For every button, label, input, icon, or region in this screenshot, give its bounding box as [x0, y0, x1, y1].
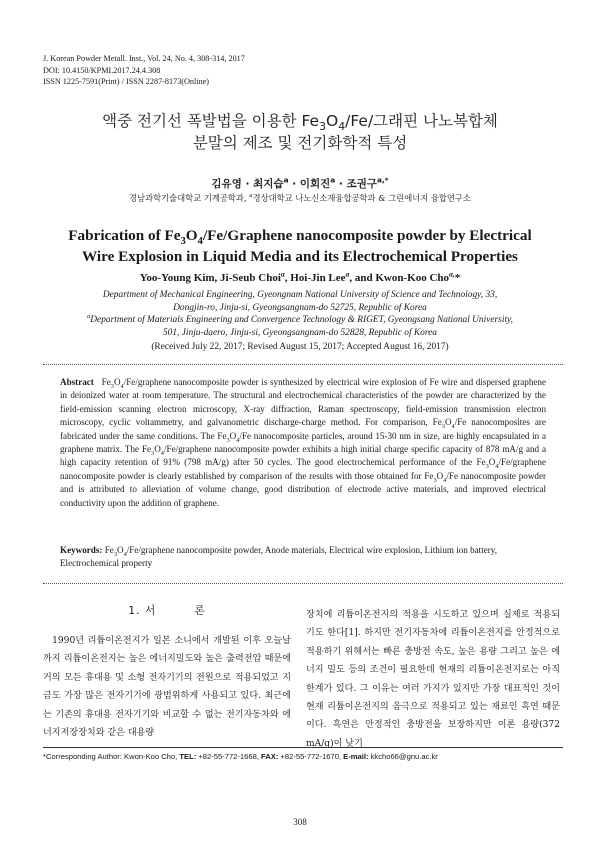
korean-title-line1: 액중 전기선 폭발법을 이용한 $Fe_3O_4/Fe/$그래핀 나노복합체 [102, 112, 498, 134]
korean-authors: 김유영 · 최지습$^a$ · 이회진$^a$ · 조권구$^{a,*}$ [211, 175, 389, 190]
korean-title [0, 110, 600, 154]
doi: DOI: 10.4150/KPMI.2017.24.4.308 [43, 65, 161, 75]
corresponding-author-footnote: *Corresponding Author: Kwon-Koo Cho, TEL: +82-55-772-1668, FAX: +82-55-772-1670, E-mail: kkcho66@gnu.ac.kr [43, 752, 438, 761]
keywords [60, 544, 546, 571]
abstract [60, 376, 546, 510]
english-title-line1: Fabrication of $Fe_3O_4/Fe$/Graphene nanocomposite powder by Electrical [68, 227, 532, 248]
body-text-right: 장치에 리튬이온전지의 적용을 시도하고 있으며 실제로 적용되기도 한다[1]. 하지만 전기자동차에 리튬이온전지를 안정적으로 적용하기 위해서는 빠른 충방전 속도, 높은 용량 그리고 높은 에너지 밀도 등의 조건이 필요한데 현재의 리튬이온전지로는 아직 한계가 있다. 그 이유는 여러 가지가 있지만 가장 대표적인 것이 현재 리튬이온전지의 음극으로 적용되고 있는 재료인 흑연 때문이다. 흑연은 안정적인 충방전을 보장하지만 이론 용량(372 mA/g)이 낮기 [306, 610, 560, 749]
abstract-text: $Fe_3O_4/Fe$/graphene nanocomposite powder is synthesized by electrical wire explosion of Fe wire and dispersed graphene in deionized water at room temperature. The structural and electrochemical characteristics of the powder are characterized by the field-emission scanning electron microscopy, X-ray diffraction, Raman spectroscopy, field-emission transmission electron microscopy, cyclic voltammetry, and galvanometric discharge-charge method. For comparison, $Fe_3O_4/Fe$ nanocomposites are fabricated under the same conditions. The $Fe_3O_4/Fe$ nanocomposite particles, around 15-30 nm in size, are highly encapsulated in a graphene matrix. The $Fe_3O_4/Fe$/graphene nanocomposite powder exhibits a high initial charge specific capacity of 878 mA/g and a high capacity retention of 91% (798 mA/g) after 50 cycles. The good electrochemical performance of the $Fe_3O_4/Fe$/graphene nanocomposite powder is clearly established by comparison of the results with those obtained for $Fe_3O_4/Fe$ nanocomposite powder and is attributed to alleviation of volume change, good distribution of electrode active materials, and improved electrical conductivity upon the addition of graphene. [60, 377, 547, 508]
english-title [0, 225, 600, 267]
english-affiliation: Department of Mechanical Engineering, Gyeongnam National University of Science and Technology, 33, Dongjin-ro, Jinju-si, Gyeongsangnam-do 52725, Republic of Korea $^a$Department of Materials Engineering and Convergence Technology & RIGET, Gyeongsang National University, 501, Jinju-daero, Jinju-si, Gyeongsangnam-do 52828, Republic of Korea [86, 290, 514, 338]
abstract-label: Abstract [60, 377, 94, 387]
english-title-line2: Wire Explosion in Liquid Media and its Electrochemical Properties [82, 248, 518, 265]
body-text-left: 1990년 리튬이온전지가 일본 소니에서 개발된 이후 오늘날까지 리튬이온전지는 높은 에너지밀도와 높은 출력전압 때문에 거의 모든 휴대용 및 소형 전자기기의 전원으로 적용되었고 지금도 가장 많은 전자기기에 광범위하게 사용되고 있다. 최근에는 기존의 휴대용 전자기기와 비교할 수 없는 전기자동차와 에너지저장장치와 같은 대용량 [43, 636, 291, 739]
korean-affiliation: 경남과학기술대학교 기계공학과, $^a$경상대학교 나노신소재융합공학과 & 그린에너지 융합연구소 [129, 193, 471, 203]
korean-title-line2: 분말의 제조 및 전기화학적 특성 [192, 134, 408, 152]
abstract-bottom-rule [43, 583, 563, 584]
journal-citation: J. Korean Powder Metall. Inst., Vol. 24, No. 4, 308-314, 2017 [43, 54, 245, 63]
journal-header [43, 53, 245, 88]
english-authors: Yoo-Young Kim, Ji-Seub Choi$^a$, Hoi-Jin Lee$^a$, and Kwon-Koo Cho$^{a,}$* [139, 269, 461, 284]
received-dates: (Received July 22, 2017; Revised August 15, 2017; Accepted August 16, 2017) [151, 342, 449, 352]
abstract-top-rule [43, 364, 563, 365]
footnote-rule [43, 747, 563, 748]
issn: ISSN 1225-7591(Print) / ISSN 2287-8173(Online) [43, 77, 210, 86]
keywords-text: $Fe_3O_4/Fe$/graphene nanocomposite powder, Anode materials, Electrical wire explosion, Lithium ion battery, Electrochemical property [60, 545, 498, 569]
section-heading: 1. 서 론 [128, 604, 206, 617]
page-number: 308 [293, 817, 307, 827]
keywords-label: Keywords: [60, 545, 103, 555]
